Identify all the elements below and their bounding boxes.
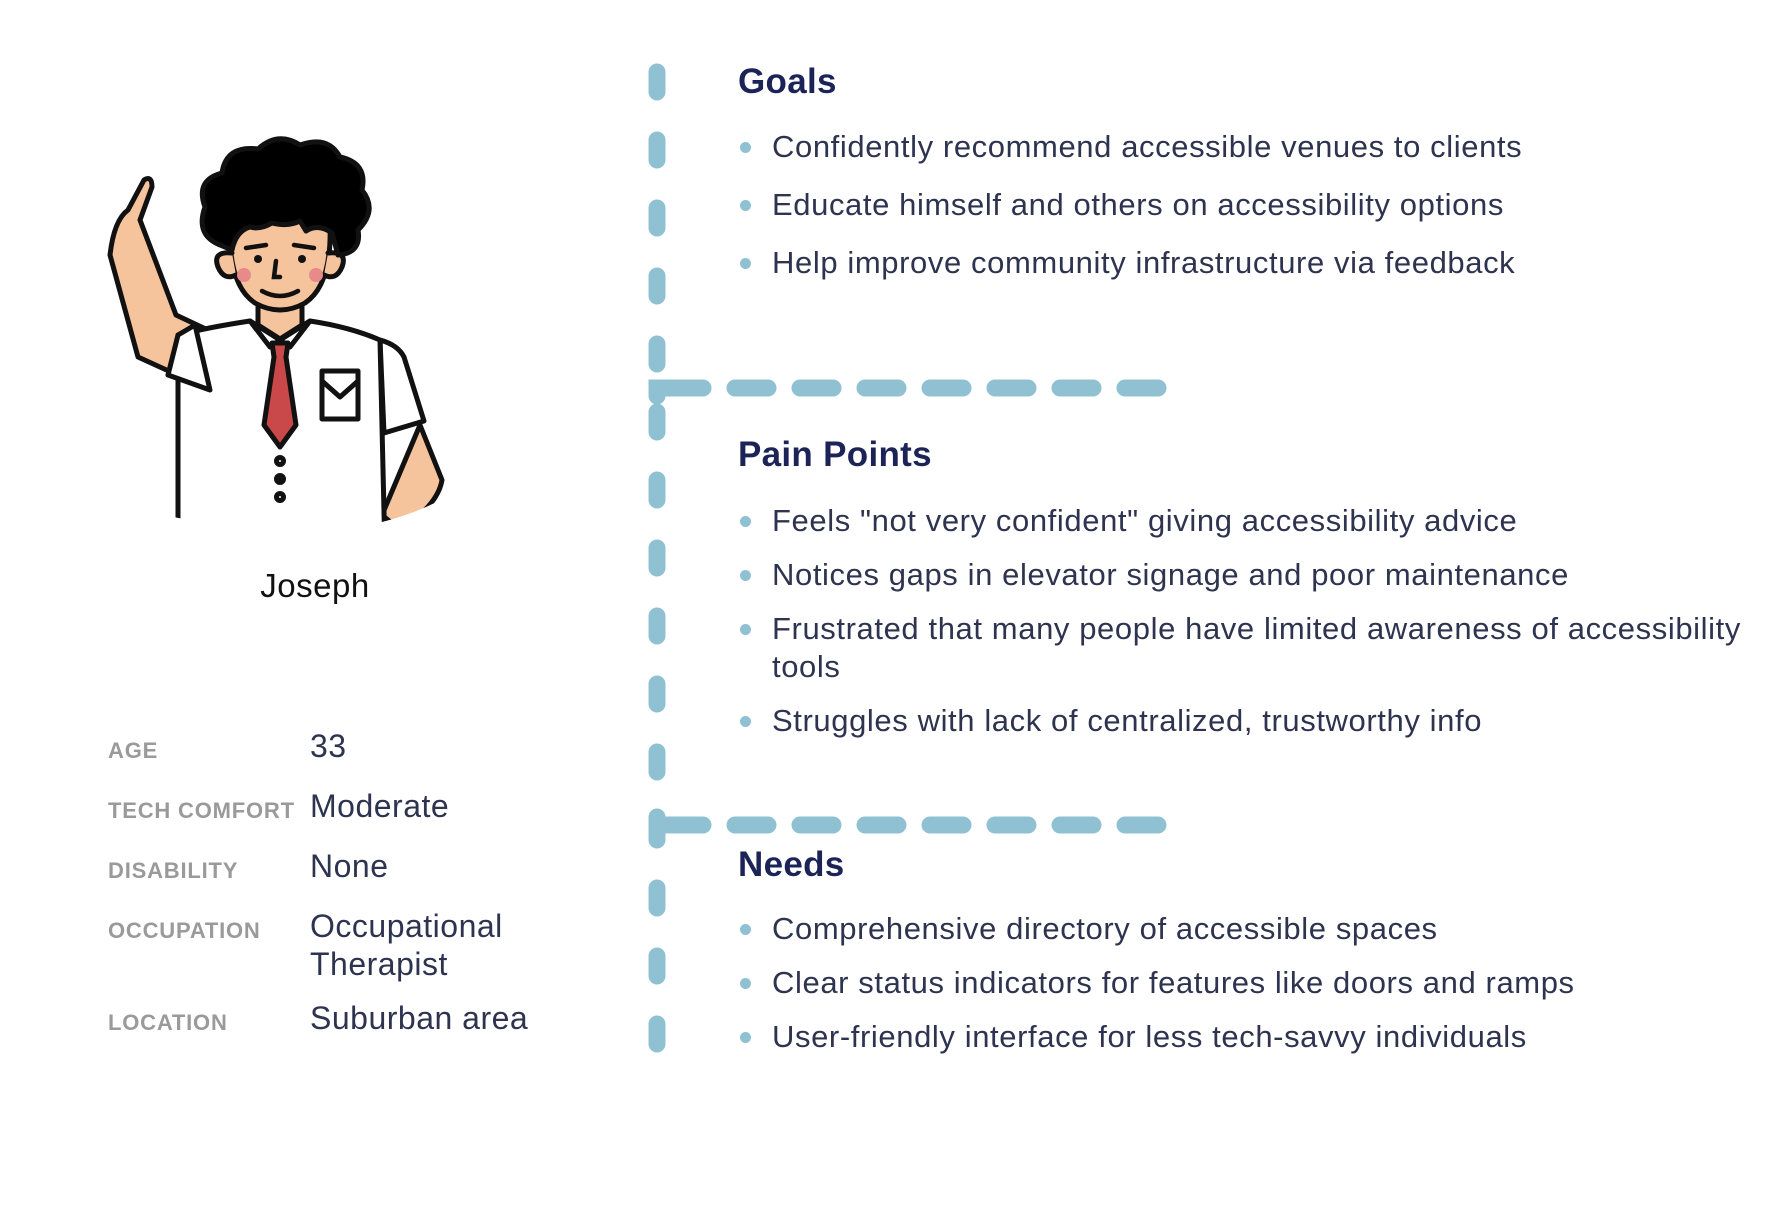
divider-corner-bottom [657,817,668,825]
bullet-icon [740,142,751,153]
pain-point-text: Struggles with lack of centralized, trustworthy info [772,703,1483,738]
goal-item [740,128,1750,166]
attribute-label: AGE [108,738,159,763]
bullet-icon [740,200,751,211]
attribute-value: 33 [310,728,347,764]
persona-name: Joseph [260,567,370,604]
bullet-icon [740,570,751,581]
attribute-value: None [310,848,389,884]
attribute-label: LOCATION [108,1010,228,1035]
pain-points-list [740,502,1750,756]
goal-item [740,186,1750,224]
pain-point-text: Feels "not very confident" giving accessibility advice [772,503,1518,538]
goal-text: Educate himself and others on accessibility options [772,187,1504,222]
pain-points-heading: Pain Points [738,435,932,474]
attribute-value: Suburban area [310,1000,529,1036]
pain-point-item [740,610,1750,686]
bullet-icon [740,258,751,269]
bullet-icon [740,624,751,635]
need-text: Comprehensive directory of accessible spaces [772,911,1438,946]
bullet-icon [740,924,751,935]
goal-item [740,244,1750,282]
needs-heading: Needs [738,845,845,884]
need-item [740,910,1750,948]
bullet-icon [740,978,751,989]
need-item [740,964,1750,1002]
attribute-value: Occupational Therapist [310,908,503,982]
attribute-label: DISABILITY [108,858,239,883]
goals-list [740,128,1750,302]
bullet-icon [740,516,751,527]
pain-point-text: Frustrated that many people have limited awareness of accessibility tools [772,611,1741,684]
need-item [740,1018,1750,1056]
bullet-icon [740,716,751,727]
need-text: Clear status indicators for features like doors and ramps [772,965,1575,1000]
pain-point-item [740,702,1750,740]
goal-text: Help improve community infrastructure via feedback [772,245,1516,280]
pain-point-item [740,556,1750,594]
goals-heading: Goals [738,62,837,101]
pain-point-item [740,502,1750,540]
attribute-label: OCCUPATION [108,918,261,943]
attribute-label: TECH COMFORT [108,798,295,823]
need-text: User-friendly interface for less tech-savvy individuals [772,1019,1527,1054]
bullet-icon [740,1032,751,1043]
needs-list [740,910,1750,1072]
attribute-value: Moderate [310,788,450,824]
pain-point-text: Notices gaps in elevator signage and poor maintenance [772,557,1569,592]
goal-text: Confidently recommend accessible venues to clients [772,129,1523,164]
divider-corner-top [657,388,668,396]
